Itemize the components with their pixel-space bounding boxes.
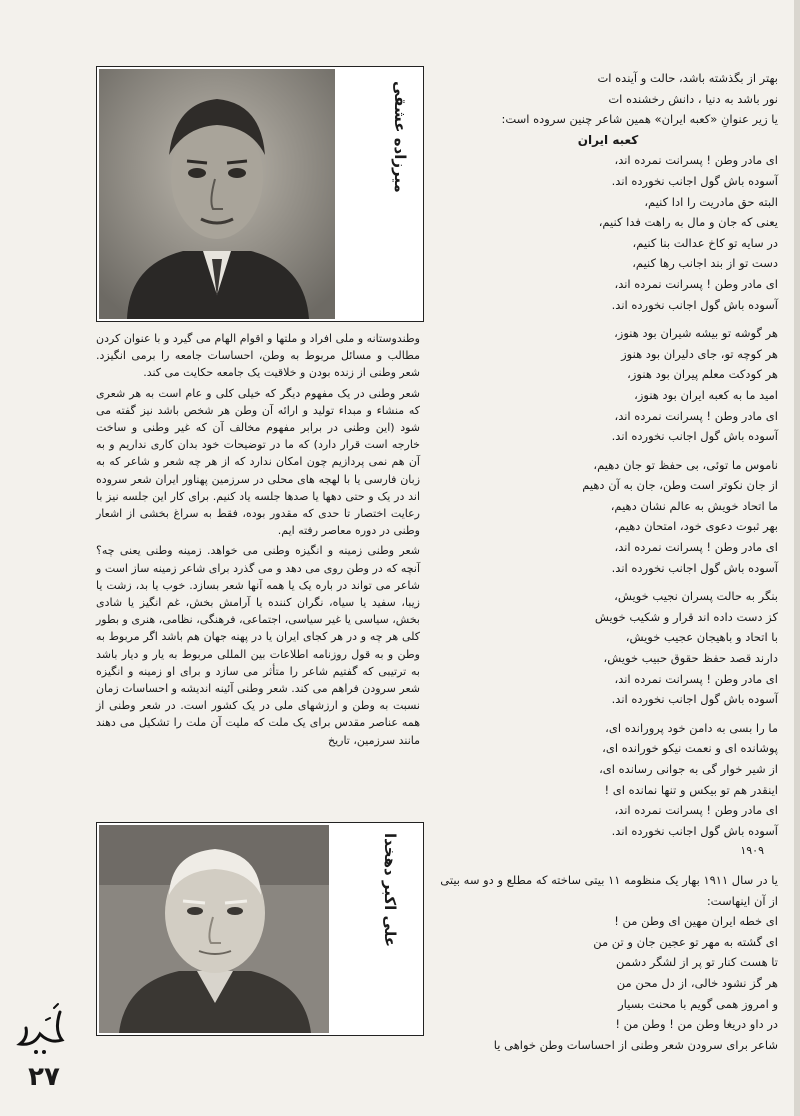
verse-line: در سایه تو کاخ عدالت بنا کنیم، (632, 235, 778, 250)
intro-line: یا زیر عنوانِ «کعبه ایران» همین شاعر چنین سروده است: (501, 112, 778, 127)
verse-line: آسوده باش گول اجانب نخورده اند. (611, 173, 778, 188)
verse-line: کز دست داده اند قرار و شکیب خویش (594, 609, 778, 624)
verse-line: پوشانده ای و نعمت نیکو خورانده ای، (602, 741, 778, 756)
body-paragraph: وطندوستانه و ملی افراد و ملتها و اقوام الهام می گیرد و با عنوان کردن مطالب و مسائل مربوط به وطن، احساسات جامعه را برمی انگیزد. شعر وطنی از زنده بودن و خلاقیت یک جامعه حکایت می کند. (96, 332, 420, 380)
stanza (438, 323, 778, 447)
intro-line: بهتر از بگذشته باشد، حالت و آینده ات (597, 71, 778, 85)
verse-line: در داو دریغا وطن من ! وطن من ! (615, 1017, 778, 1032)
page-number: ۲۷ (28, 1062, 60, 1092)
portrait-photo-icon (99, 69, 335, 319)
verse-line: امید ما به کعبه ایران بود هنوز، (634, 387, 778, 402)
page-edge (794, 0, 800, 1116)
verse-line: از شیر خوار گی به جوانی رسانده ای، (599, 762, 778, 776)
stanza (438, 150, 778, 315)
verse-line: آسوده باش گول اجانب نخورده اند. (611, 823, 778, 838)
poem-title: کعبه ایران (577, 132, 639, 147)
verse-line: ای خطه ایران مهین ای وطن من ! (614, 914, 778, 929)
verse-line: هر گز نشود خالی، از دل محن من (616, 975, 778, 990)
verse-line: ای مادر وطن ! پسرانت نمرده اند، (614, 153, 778, 168)
verse-line: ای مادر وطن ! پسرانت نمرده اند، (614, 276, 778, 291)
intro-line: نور باشد به دنیا ، دانش رخشنده ات (608, 91, 778, 106)
photo-caption: علی اکبر دهخدا (381, 833, 399, 948)
verse-line: ما را بسی به دامن خود پرورانده ای، (605, 720, 778, 735)
stanza (438, 586, 778, 710)
photo-frame-dehkhoda (96, 822, 424, 1036)
body-text-line: شاعر برای سرودن شعر وطنی از احساسات وطن خواهی یا (493, 1037, 778, 1052)
outro-text: یا در سال ۱۹۱۱ بهار یک منظومه ۱۱ بیتی ساخته که مطلع و دو سه بیتی از آن اینهاست: (440, 872, 778, 908)
verse-line: آسوده باش گول اجانب نخورده اند. (611, 297, 778, 312)
verse-line: و امروز همی گویم با محنت بسیار (618, 996, 778, 1011)
verse-line: ما اتحاد خویش به عالم نشان دهیم، (610, 498, 778, 513)
stanza (438, 455, 778, 579)
photo-frame-eshghi (96, 66, 424, 322)
verse-line: دست تو از بند اجانب رها کنیم، (632, 256, 778, 271)
verse-line: هر گوشه تو بیشه شیران بود هنوز، (614, 326, 778, 341)
kerman-logo (10, 1000, 70, 1060)
verse-line: هر کوچه تو، جای دلیران بود هنوز (621, 346, 778, 361)
verse-line: آسوده باش گول اجانب نخورده اند. (611, 560, 778, 575)
verse-line: هر کودکت معلم پیران بود هنوز، (627, 367, 778, 382)
body-paragraph: شعر وطنی در یک مفهوم دیگر که خیلی کلی و عام است به هر شعری که منشاء و مبداء تولید و ارائه آن وطن هر شخص باشد نیز گفته می شود (این وطنی در برابر مفهوم مخالف آن که غیر وطنی و ساخت خارجه است قرار دارد) که ما در توضیحات خود بدان کاری نداریم و به آن هم نمی پردازیم چون امکان ندارد که از هر چه شعر و شاعر که به زبان فارسی یا با لهجه های محلی در سرزمین پهناور ایران شعر سروده اند در یک و حتی دهها یا صدها جلسه یاد کنیم. برای کار این جلسه نیز با رعایت اختصار تا حدی که مقدور بوده، فقط به سراغ بخشی از اشعار وطنی در دوره معاصر رفته ایم. (96, 386, 420, 538)
verse-line: دارند قصد حفظ حقوق حبیب خویش، (603, 651, 778, 666)
verse-line: با اتحاد و باهیجان عجیب خویش، (625, 630, 778, 645)
photo-caption: میرزاده عشقی (391, 81, 409, 193)
verse-line: البته حق مادریت را ادا کنیم، (644, 194, 778, 209)
poem-year: ۱۹۰۹ (740, 844, 764, 858)
right-column (438, 68, 778, 1055)
verse-line: آسوده باش گول اجانب نخورده اند. (611, 429, 778, 444)
verse-line: بنگر به حالت پسران نجیب خویش، (614, 589, 778, 604)
verse-line: بهر ثبوت دعوی خود، امتحان دهیم، (614, 519, 778, 534)
verse-line: ای مادر وطن ! پسرانت نمرده اند، (614, 540, 778, 555)
verse-line: آسوده باش گول اجانب نخورده اند. (611, 692, 778, 707)
verse-line: یعنی که جان و مال به راهت فدا کنیم، (598, 215, 778, 230)
verse-line: ای مادر وطن ! پسرانت نمرده اند، (614, 408, 778, 423)
verse-line: از جان نکوتر است وطن، جان به آن دهیم (582, 478, 778, 493)
verse-line: ای گشته به مهر تو عجین جان و تن من (593, 934, 778, 949)
verse-line: ای مادر وطن ! پسرانت نمرده اند، (614, 671, 778, 686)
left-column (96, 330, 420, 752)
stanza (438, 718, 778, 842)
portrait-photo-icon (99, 825, 329, 1033)
verse-line: اینقدر هم تو بیکس و تنها نمانده ای ! (604, 782, 778, 797)
verse-line: تا هست کنار تو پر از لشگر دشمن (616, 955, 778, 970)
verse-line: ای مادر وطن ! پسرانت نمرده اند، (614, 803, 778, 818)
body-paragraph: شعر وطنی زمینه و انگیزه وطنی می خواهد. زمینه وطنی یعنی چه؟ آنچه که در وطن روی می دهد و می گذرد برای شاعر زمینه ساز است و شاعر می تواند در باره یک یا همه آنها شعر بسازد. خوب یا بد، زشت یا زیبا، سفید یا سیاه، نگران کننده یا آرامش بخش، غم انگیز یا شادی بخش، سیاسی یا غیر سیاسی، اجتماعی، فرهنگی، نظامی، هنری و بطور کلی هر چه و در هر کجای ایران یا در پهنه جهان هم باشد اگر مربوط به وطن و به قول روزنامه اطلاعات بین المللی مربوط به یار و دیار باشد به ترتیبی که گفتیم شاعر را متأثر می سازد و برای او زمینه و انگیزه شعر سرودن فراهم می کند. شعر وطنی آئینه اندیشه و احساسات زمان نسبت به وطن و ارزشهای ملی در یک کشور است. در شعر وطنی از همه عناصر مقدس برای یک ملت که ملیت آن ملت را تشکیل می دهند مانند سرزمین، تاریخ (95, 544, 420, 747)
verse-line: ناموس ما توئی، بی حفظ تو جان دهیم، (593, 457, 778, 472)
